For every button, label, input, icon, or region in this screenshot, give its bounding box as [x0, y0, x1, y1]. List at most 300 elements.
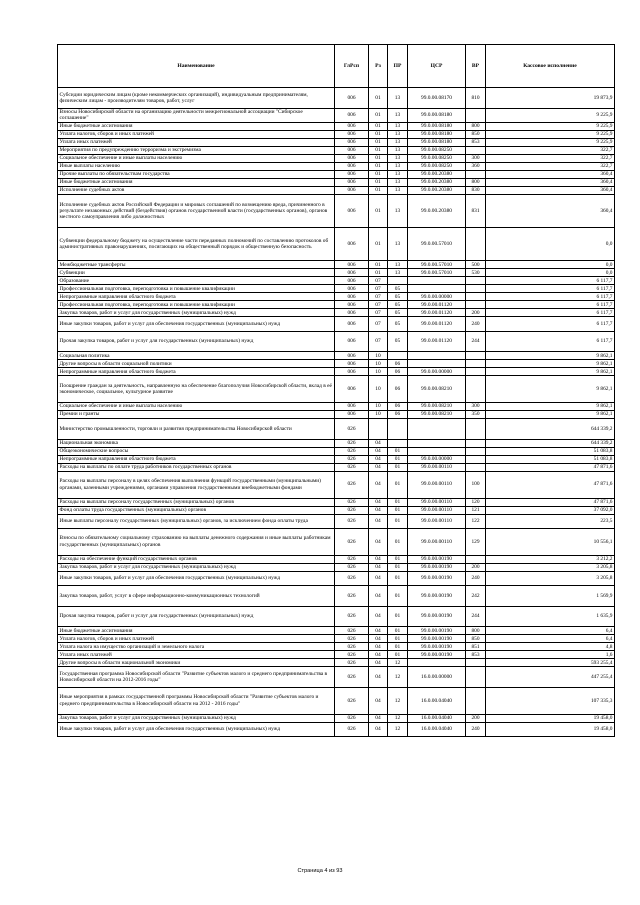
header-csr: ЦСР: [408, 45, 466, 88]
row-pr: 01: [388, 643, 408, 651]
row-vr: 244: [466, 331, 486, 352]
row-pr: 13: [388, 108, 408, 122]
table-row: [58, 643, 615, 651]
table-row: [58, 178, 615, 186]
row-pr: [388, 352, 408, 360]
row-vr: 530: [466, 269, 486, 277]
row-name: Профессиональная подготовка, переподготовка и повышение квалификации: [58, 285, 335, 293]
row-name: Уплата налогов, сборов и иных платежей: [58, 635, 335, 643]
table-row: [58, 331, 615, 352]
row-glrsp: 026: [335, 643, 369, 651]
row-rz: 04: [369, 714, 388, 722]
row-csr: 99.0.00.00110: [408, 506, 466, 514]
row-rz: 04: [369, 463, 388, 471]
row-amount: 9 862,1: [486, 376, 615, 403]
row-rz: 07: [369, 331, 388, 352]
table-row: [58, 146, 615, 154]
row-rz: 04: [369, 439, 388, 447]
row-amount: 9 225,9: [486, 130, 615, 138]
row-rz: 04: [369, 498, 388, 506]
row-csr: 99.0.00.00190: [408, 563, 466, 571]
row-name: Уплата налогов, сборов и иных платежей: [58, 130, 335, 138]
row-vr: 240: [466, 722, 486, 736]
row-glrsp: 006: [335, 146, 369, 154]
row-csr: 99.0.00.00190: [408, 651, 466, 659]
row-vr: [466, 360, 486, 368]
row-vr: [466, 293, 486, 301]
row-csr: 99.0.00.20380: [408, 186, 466, 194]
table-row: [58, 447, 615, 455]
row-name: Закупка товаров, работ и услуг для государственных (муниципальных) нужд: [58, 309, 335, 317]
row-name: Непрограммные направления областного бюджета: [58, 455, 335, 463]
row-amount: 1,6: [486, 651, 615, 659]
row-rz: 04: [369, 606, 388, 627]
row-vr: 300: [466, 403, 486, 411]
table-row: [58, 471, 615, 498]
row-csr: 99.0.00.00110: [408, 498, 466, 506]
table-row: [58, 261, 615, 269]
row-vr: [466, 439, 486, 447]
row-pr: 01: [388, 447, 408, 455]
row-vr: 830: [466, 186, 486, 194]
row-pr: 06: [388, 411, 408, 419]
row-amount: 1 569,9: [486, 586, 615, 607]
row-csr: 99.0.00.08250: [408, 154, 466, 162]
row-pr: [388, 419, 408, 440]
row-csr: 99.0.00.08210: [408, 411, 466, 419]
row-csr: 99.0.00.08180: [408, 130, 466, 138]
row-csr: [408, 447, 466, 455]
row-vr: 850: [466, 635, 486, 643]
row-amount: 9 862,1: [486, 352, 615, 360]
row-glrsp: 006: [335, 368, 369, 376]
row-rz: 04: [369, 555, 388, 563]
row-rz: 04: [369, 455, 388, 463]
row-glrsp: 026: [335, 463, 369, 471]
row-name: Непрограммные направления областного бюджета: [58, 293, 335, 301]
table-row: [58, 635, 615, 643]
row-glrsp: 026: [335, 586, 369, 607]
row-pr: 13: [388, 170, 408, 178]
row-vr: 360: [466, 162, 486, 170]
row-name: Прочая закупка товаров, работ и услуг для государственных (муниципальных) нужд: [58, 331, 335, 352]
row-name: Межбюджетные трансферты: [58, 261, 335, 269]
table-row: [58, 419, 615, 440]
row-rz: 01: [369, 138, 388, 146]
row-rz: 04: [369, 687, 388, 714]
row-glrsp: 026: [335, 722, 369, 736]
row-rz: [369, 419, 388, 440]
row-csr: 99.0.00.00190: [408, 606, 466, 627]
row-vr: 121: [466, 506, 486, 514]
table-row: [58, 352, 615, 360]
row-amount: 644 339,2: [486, 419, 615, 440]
table-row: [58, 170, 615, 178]
row-name: Расходы на обеспечение функций государственных органов: [58, 555, 335, 563]
row-name: Иные мероприятия в рамках государственной программы Новосибирской области "Развитие субъектов малого и среднего предпринимательства в Новосибирской области на 2012 - 2016 годы": [58, 687, 335, 714]
row-pr: 01: [388, 651, 408, 659]
table-row: [58, 88, 615, 109]
row-glrsp: 026: [335, 659, 369, 667]
table-row: [58, 162, 615, 170]
row-pr: 13: [388, 130, 408, 138]
row-name: Национальная экономика: [58, 439, 335, 447]
row-glrsp: 026: [335, 471, 369, 498]
table-body: [58, 88, 615, 737]
row-pr: 13: [388, 269, 408, 277]
row-amount: 47 871,6: [486, 463, 615, 471]
row-amount: 37 092,0: [486, 506, 615, 514]
row-csr: 16.0.00.04040: [408, 722, 466, 736]
row-name: Непрограммные направления областного бюджета: [58, 368, 335, 376]
row-pr: 12: [388, 667, 408, 688]
row-pr: 13: [388, 122, 408, 130]
row-vr: [466, 419, 486, 440]
row-vr: 200: [466, 309, 486, 317]
row-amount: 1 635,9: [486, 606, 615, 627]
row-vr: 851: [466, 643, 486, 651]
row-rz: 10: [369, 411, 388, 419]
table-row: [58, 360, 615, 368]
row-name: Расходы на выплаты по оплате труда работников государственных органов: [58, 463, 335, 471]
row-name: Субвенции федеральному бюджету на осуществление части переданных полномочий по составлению протоколов об административных правонарушениях, посягающих на общественный порядок и общественную безопасность: [58, 228, 335, 261]
table-row: [58, 309, 615, 317]
row-rz: 04: [369, 471, 388, 498]
row-csr: 99.0.00.00190: [408, 627, 466, 635]
row-glrsp: 026: [335, 667, 369, 688]
table-row: [58, 194, 615, 227]
row-glrsp: 006: [335, 154, 369, 162]
table-row: [58, 606, 615, 627]
row-vr: [466, 447, 486, 455]
row-rz: 01: [369, 130, 388, 138]
row-amount: 107 335,3: [486, 687, 615, 714]
row-rz: 07: [369, 285, 388, 293]
row-pr: [388, 277, 408, 285]
row-pr: 01: [388, 514, 408, 528]
row-glrsp: 006: [335, 360, 369, 368]
row-amount: 47 871,6: [486, 471, 615, 498]
row-amount: 360,4: [486, 186, 615, 194]
row-amount: 0,0: [486, 269, 615, 277]
row-pr: 01: [388, 528, 408, 555]
table-row: [58, 498, 615, 506]
row-rz: 01: [369, 186, 388, 194]
row-csr: 99.0.00.00190: [408, 643, 466, 651]
row-amount: 9 862,1: [486, 360, 615, 368]
row-name: Исполнение судебных актов: [58, 186, 335, 194]
row-glrsp: 006: [335, 130, 369, 138]
row-glrsp: 006: [335, 352, 369, 360]
row-csr: 99.0.00.01120: [408, 317, 466, 331]
row-rz: 04: [369, 506, 388, 514]
table-row: [58, 376, 615, 403]
row-amount: 9 225,9: [486, 122, 615, 130]
row-name: Другие вопросы в области национальной экономики: [58, 659, 335, 667]
row-pr: 05: [388, 317, 408, 331]
row-amount: 593 255,4: [486, 659, 615, 667]
row-name: Расходы на выплаты персоналу государственных (муниципальных) органов: [58, 498, 335, 506]
row-vr: [466, 108, 486, 122]
row-pr: 05: [388, 331, 408, 352]
row-csr: 99.0.00.20380: [408, 178, 466, 186]
row-pr: 13: [388, 228, 408, 261]
row-rz: 07: [369, 301, 388, 309]
row-vr: 850: [466, 130, 486, 138]
row-amount: 6 117,7: [486, 317, 615, 331]
table-row: [58, 228, 615, 261]
row-name: Иные бюджетные ассигнования: [58, 178, 335, 186]
row-rz: 10: [369, 376, 388, 403]
table-row: [58, 714, 615, 722]
row-glrsp: 026: [335, 571, 369, 585]
row-glrsp: 026: [335, 455, 369, 463]
table-row: [58, 285, 615, 293]
row-amount: 322,7: [486, 162, 615, 170]
row-name: Другие вопросы в области социальной политики: [58, 360, 335, 368]
row-glrsp: 006: [335, 88, 369, 109]
row-csr: [408, 439, 466, 447]
row-pr: 12: [388, 714, 408, 722]
row-amount: 6 117,7: [486, 285, 615, 293]
row-pr: 13: [388, 178, 408, 186]
row-vr: 800: [466, 627, 486, 635]
row-vr: 122: [466, 514, 486, 528]
row-pr: 01: [388, 571, 408, 585]
row-amount: 19 458,0: [486, 714, 615, 722]
row-glrsp: 006: [335, 261, 369, 269]
row-glrsp: 006: [335, 411, 369, 419]
row-rz: 01: [369, 88, 388, 109]
table-row: [58, 514, 615, 528]
row-pr: 01: [388, 471, 408, 498]
row-glrsp: 006: [335, 162, 369, 170]
table-row: [58, 108, 615, 122]
row-rz: 01: [369, 162, 388, 170]
row-glrsp: 006: [335, 331, 369, 352]
row-amount: 644 339,2: [486, 439, 615, 447]
row-vr: 100: [466, 471, 486, 498]
row-name: Образование: [58, 277, 335, 285]
row-rz: 04: [369, 722, 388, 736]
row-name: Уплата иных платежей: [58, 651, 335, 659]
row-amount: 360,4: [486, 194, 615, 227]
row-name: Социальная политика: [58, 352, 335, 360]
row-glrsp: 026: [335, 651, 369, 659]
row-name: Министерство промышленности, торговли и развития предпринимательства Новосибирской области: [58, 419, 335, 440]
table-row: [58, 301, 615, 309]
row-amount: 3 212,2: [486, 555, 615, 563]
row-glrsp: 026: [335, 528, 369, 555]
table-row: [58, 651, 615, 659]
row-vr: 350: [466, 411, 486, 419]
row-csr: 99.0.00.20380: [408, 170, 466, 178]
row-rz: 04: [369, 528, 388, 555]
table-row: [58, 528, 615, 555]
row-rz: 04: [369, 627, 388, 635]
row-csr: 99.0.00.57010: [408, 269, 466, 277]
row-vr: [466, 277, 486, 285]
row-rz: 01: [369, 170, 388, 178]
row-amount: 223,5: [486, 514, 615, 528]
table-row: [58, 138, 615, 146]
row-vr: [466, 170, 486, 178]
row-csr: 99.0.00.00110: [408, 471, 466, 498]
row-pr: 13: [388, 154, 408, 162]
table-row: [58, 368, 615, 376]
row-pr: 05: [388, 309, 408, 317]
row-csr: 99.0.00.08250: [408, 162, 466, 170]
row-amount: 9 862,1: [486, 403, 615, 411]
table-row: [58, 659, 615, 667]
row-name: Расходы на выплаты персоналу в целях обеспечения выполнения функций государственными (муниципальными) органами, казенными учреждениями, органами управления государственными внебюджетными фондами: [58, 471, 335, 498]
row-vr: 500: [466, 261, 486, 269]
row-glrsp: 006: [335, 170, 369, 178]
row-pr: 01: [388, 563, 408, 571]
row-csr: 99.0.00.08170: [408, 88, 466, 109]
row-rz: 10: [369, 360, 388, 368]
row-pr: 13: [388, 88, 408, 109]
table-row: [58, 687, 615, 714]
row-glrsp: 006: [335, 277, 369, 285]
budget-table: [57, 44, 615, 737]
row-pr: 06: [388, 403, 408, 411]
table-row: [58, 293, 615, 301]
row-vr: [466, 667, 486, 688]
row-amount: 4,8: [486, 643, 615, 651]
row-glrsp: 006: [335, 301, 369, 309]
row-csr: 99.0.00.08180: [408, 108, 466, 122]
row-amount: 322,7: [486, 146, 615, 154]
row-vr: [466, 146, 486, 154]
row-glrsp: 026: [335, 627, 369, 635]
row-glrsp: 026: [335, 506, 369, 514]
row-glrsp: 026: [335, 514, 369, 528]
row-rz: 04: [369, 586, 388, 607]
row-pr: 01: [388, 506, 408, 514]
row-vr: 120: [466, 498, 486, 506]
row-name: Общеэкономические вопросы: [58, 447, 335, 455]
row-glrsp: 026: [335, 419, 369, 440]
row-rz: 01: [369, 122, 388, 130]
row-glrsp: 006: [335, 186, 369, 194]
row-name: Фонд оплаты труда государственных (муниципальных) органов: [58, 506, 335, 514]
table-row: [58, 186, 615, 194]
row-rz: 07: [369, 277, 388, 285]
row-pr: 01: [388, 586, 408, 607]
row-amount: 19 458,0: [486, 722, 615, 736]
row-csr: [408, 419, 466, 440]
row-amount: 360,4: [486, 170, 615, 178]
row-csr: [408, 659, 466, 667]
row-vr: [466, 228, 486, 261]
row-glrsp: 026: [335, 498, 369, 506]
row-amount: 51 083,8: [486, 455, 615, 463]
row-amount: 19 873,9: [486, 88, 615, 109]
row-name: Закупка товаров, работ и услуг для государственных (муниципальных) нужд: [58, 714, 335, 722]
row-vr: [466, 687, 486, 714]
row-amount: 0,0: [486, 228, 615, 261]
row-name: Мероприятия по предупреждению терроризма и экстремизма: [58, 146, 335, 154]
row-name: Субсидии юридическим лицам (кроме некоммерческих организаций), индивидуальным предпринимателям, физическим лицам - производителям товаров, работ, услуг: [58, 88, 335, 109]
row-amount: 6 117,7: [486, 309, 615, 317]
row-amount: 322,7: [486, 154, 615, 162]
row-pr: 01: [388, 635, 408, 643]
row-glrsp: 026: [335, 714, 369, 722]
row-amount: 47 871,6: [486, 498, 615, 506]
table-row: [58, 586, 615, 607]
row-name: Прочая закупка товаров, работ и услуг для государственных (муниципальных) нужд: [58, 606, 335, 627]
row-csr: 99.0.00.00000: [408, 293, 466, 301]
row-csr: [408, 285, 466, 293]
row-pr: 13: [388, 261, 408, 269]
row-pr: 01: [388, 455, 408, 463]
row-rz: 04: [369, 635, 388, 643]
row-vr: 240: [466, 571, 486, 585]
table-row: [58, 667, 615, 688]
row-pr: 01: [388, 627, 408, 635]
row-rz: 04: [369, 643, 388, 651]
row-glrsp: 006: [335, 269, 369, 277]
table-row: [58, 627, 615, 635]
table-row: [58, 403, 615, 411]
row-csr: 99.0.00.08210: [408, 376, 466, 403]
row-name: Иные бюджетные ассигнования: [58, 627, 335, 635]
row-glrsp: 006: [335, 228, 369, 261]
row-rz: 07: [369, 309, 388, 317]
row-amount: 6,4: [486, 635, 615, 643]
table-row: [58, 463, 615, 471]
table-row: [58, 317, 615, 331]
row-vr: 831: [466, 194, 486, 227]
table-row: [58, 571, 615, 585]
row-amount: 3 205,8: [486, 563, 615, 571]
row-csr: [408, 352, 466, 360]
row-csr: 99.0.00.01120: [408, 331, 466, 352]
table-row: [58, 506, 615, 514]
header-rz: Рз: [369, 45, 388, 88]
row-csr: 99.0.00.00000: [408, 368, 466, 376]
header-glrsp: ГлРсп: [335, 45, 369, 88]
row-csr: [408, 277, 466, 285]
header-pr: ПР: [388, 45, 408, 88]
row-vr: [466, 463, 486, 471]
row-amount: 6 117,7: [486, 301, 615, 309]
row-amount: 9 862,1: [486, 368, 615, 376]
row-vr: [466, 285, 486, 293]
row-amount: 360,4: [486, 178, 615, 186]
row-rz: 04: [369, 514, 388, 528]
row-name: Прочие выплаты по обязательствам государства: [58, 170, 335, 178]
row-rz: 01: [369, 194, 388, 227]
row-amount: 51 083,8: [486, 447, 615, 455]
row-name: Иные бюджетные ассигнования: [58, 122, 335, 130]
row-vr: [466, 659, 486, 667]
row-vr: [466, 301, 486, 309]
table-row: [58, 439, 615, 447]
row-rz: 10: [369, 368, 388, 376]
row-pr: 05: [388, 293, 408, 301]
header-amount: Кассовое исполнение: [486, 45, 615, 88]
row-glrsp: 006: [335, 108, 369, 122]
row-rz: 01: [369, 178, 388, 186]
row-csr: 99.0.00.08180: [408, 122, 466, 130]
row-glrsp: 006: [335, 285, 369, 293]
row-rz: 04: [369, 659, 388, 667]
row-amount: 10 556,1: [486, 528, 615, 555]
row-glrsp: 026: [335, 439, 369, 447]
table-row: [58, 277, 615, 285]
